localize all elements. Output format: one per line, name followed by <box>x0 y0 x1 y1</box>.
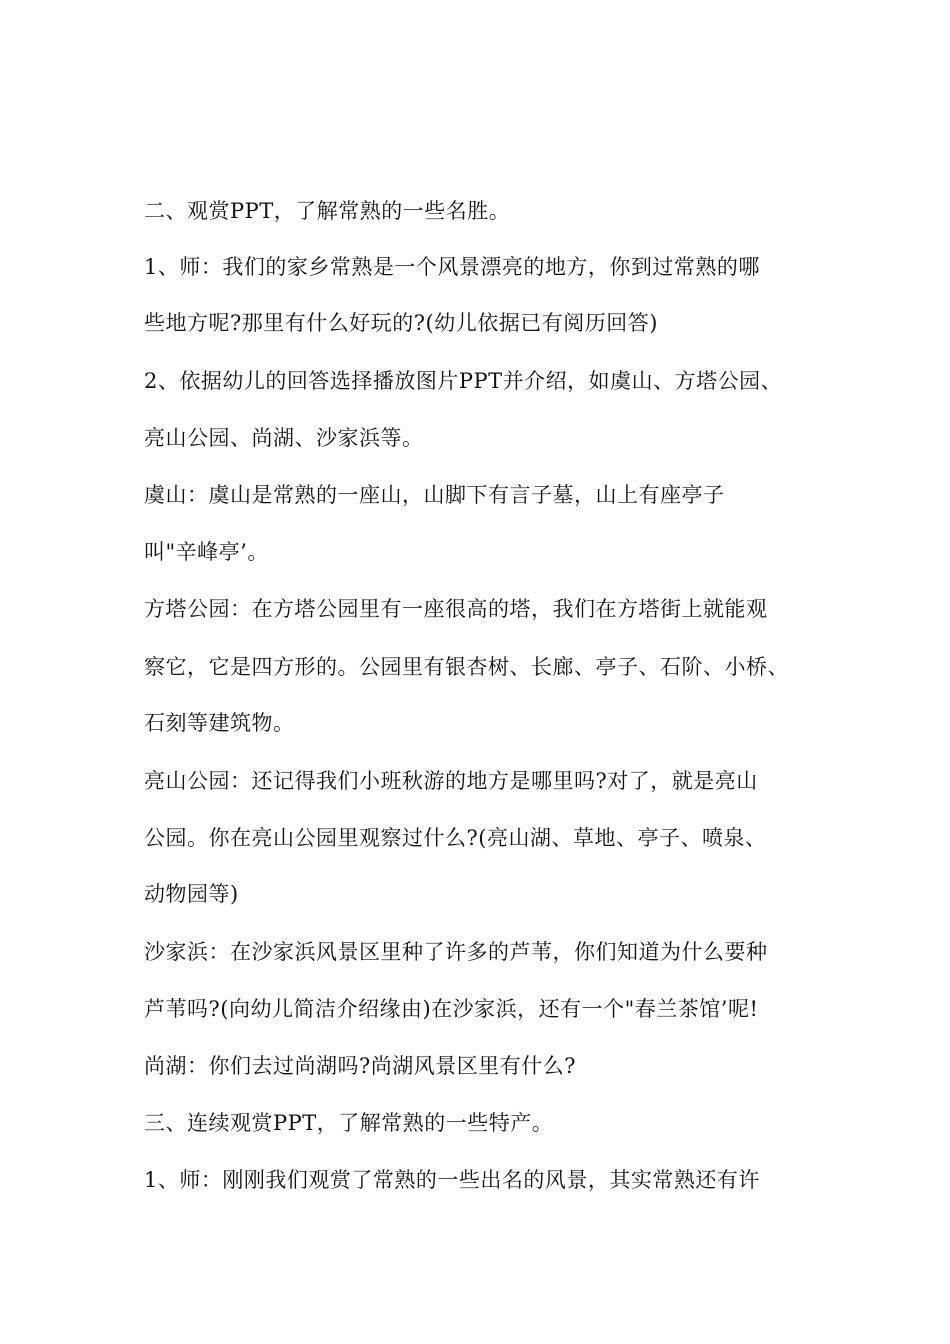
paragraph-line: 些地方呢?那里有什么好玩的?(幼儿依据已有阅历回答) <box>144 311 658 335</box>
paragraph-line: 1、师：我们的家乡常熟是一个风景漂亮的地方，你到过常熟的哪 <box>144 255 760 279</box>
paragraph-line: 2、依据幼儿的回答选择播放图片PPT并介绍，如虞山、方塔公园、 <box>144 369 783 393</box>
paragraph-line: 公园。你在亮山公园里观察过什么?(亮山湖、草地、亭子、喷泉、 <box>144 826 767 850</box>
paragraph-line: 沙家浜：在沙家浜风景区里种了许多的芦苇，你们知道为什么要种 <box>144 940 768 964</box>
paragraph-line: 1、师：刚刚我们观赏了常熟的一些出名的风景，其实常熟还有许 <box>144 1168 760 1192</box>
paragraph-line: 尚湖：你们去过尚湖吗?尚湖风景区里有什么? <box>144 1054 577 1078</box>
paragraph-line: 叫"辛峰亭’。 <box>144 540 269 564</box>
paragraph-line: 方塔公园：在方塔公园里有一座很高的塔，我们在方塔街上就能观 <box>144 597 768 621</box>
paragraph-line: 石刻等建筑物。 <box>144 711 295 735</box>
section-heading-3: 三、连续观赏PPT，了解常熟的一些特产。 <box>144 1111 554 1135</box>
paragraph-line: 芦苇吗?(向幼儿简洁介绍缘由)在沙家浜，还有一个"春兰茶馆’呢! <box>144 997 759 1021</box>
paragraph-line: 亮山公园：还记得我们小班秋游的地方是哪里吗?对了，就是亮山 <box>144 769 758 793</box>
paragraph-line: 动物园等) <box>144 882 239 906</box>
section-heading-2: 二、观赏PPT，了解常熟的一些名胜。 <box>144 199 511 223</box>
paragraph-line: 亮山公园、尚湖、沙家浜等。 <box>144 426 424 450</box>
paragraph-line: 察它，它是四方形的。公园里有银杏树、长廊、亭子、石阶、小桥、 <box>144 655 789 679</box>
paragraph-line: 虞山：虞山是常熟的一座山，山脚下有言子墓，山上有座亭子 <box>144 483 725 507</box>
